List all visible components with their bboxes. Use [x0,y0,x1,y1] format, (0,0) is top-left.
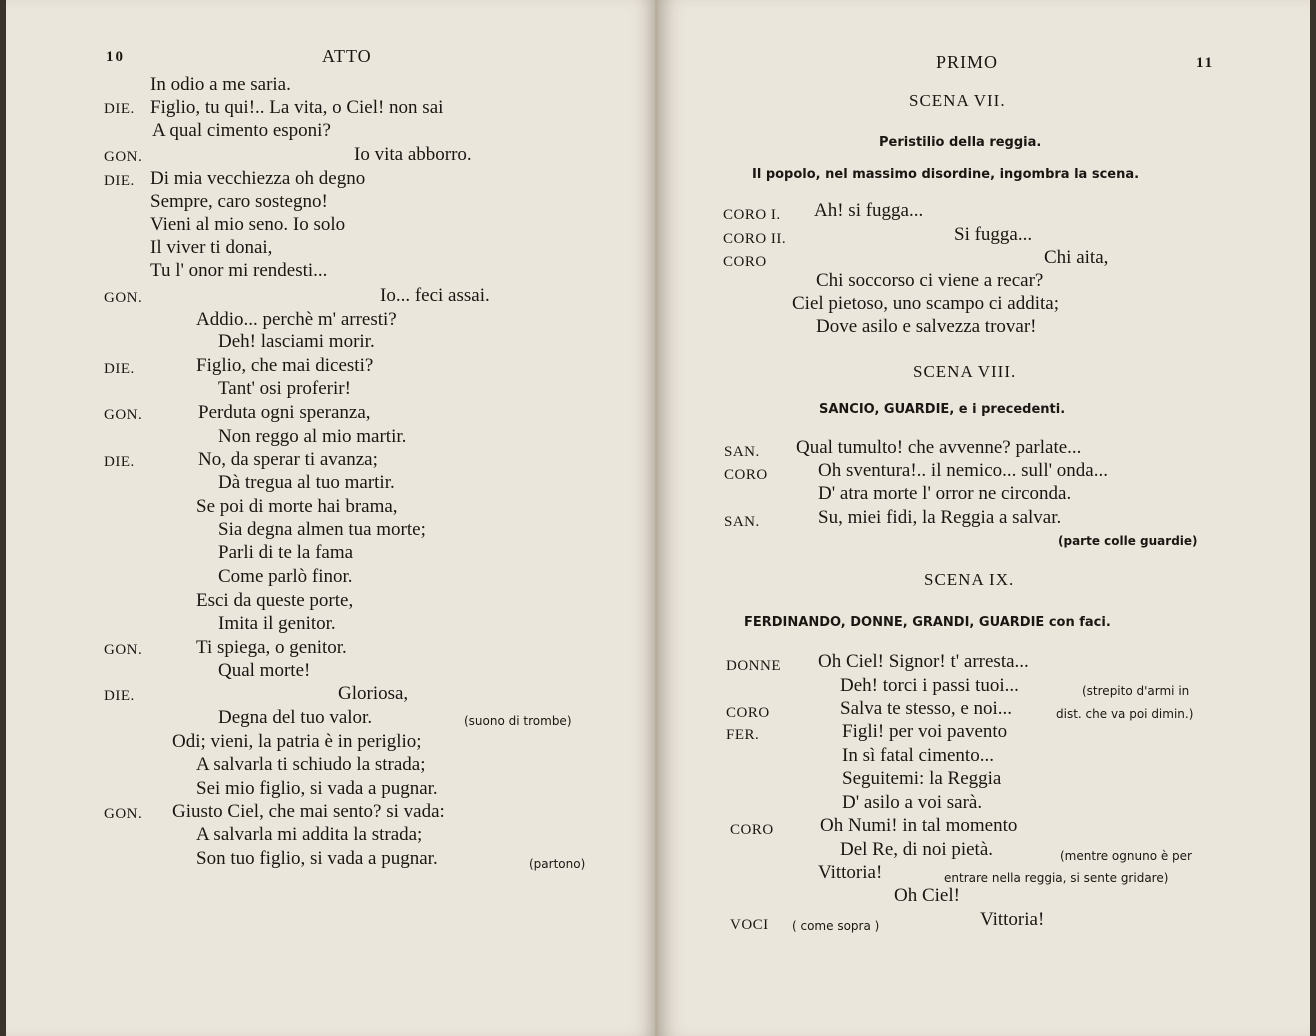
verse-line: Il viver ti donai, [150,237,273,258]
scene-title: SCENA IX. [924,570,1015,589]
verse-line: D' asilo a voi sarà. [842,792,983,813]
running-header: ATTO [322,46,372,66]
speaker: FER. [726,727,760,743]
verse-line: Oh Ciel! [894,885,960,906]
verse-line: In odio a me saria. [150,74,291,95]
stage-direction: (strepito d'armi in [1082,684,1190,698]
verse-line: Oh sventura!.. il nemico... sull' onda... [818,460,1108,481]
verse-line: Oh Ciel! Signor! t' arresta... [818,651,1029,672]
verse-line: Sei mio figlio, si vada a pugnar. [196,778,438,799]
verse-line: A salvarla mi addita la strada; [196,824,423,845]
speaker: GON. [104,642,143,658]
verse-line: Sempre, caro sostegno! [150,191,328,212]
right-page [658,0,1310,1036]
verse-line: Come parlò finor. [218,566,353,587]
speaker: CORO [723,254,767,270]
verse-line: Esci da queste porte, [196,590,354,611]
scene-characters: FERDINANDO, DONNE, GRANDI, GUARDIE con faci. [744,615,1111,630]
scene-title: SCENA VIII. [913,362,1017,381]
verse-line: Ti spiega, o genitor. [196,637,347,658]
speaker: GON. [104,149,143,165]
verse-line: Chi aita, [1044,247,1109,268]
verse-line: Vittoria! [818,862,883,883]
stage-direction: (partono) [529,857,586,871]
verse-line: Qual tumulto! che avvenne? parlate... [796,437,1082,458]
stage-direction: entrare nella reggia, si sente gridare) [944,871,1169,885]
scene-title: SCENA VII. [909,91,1006,110]
verse-line: No, da sperar ti avanza; [198,449,378,470]
verse-line: Ah! si fugga... [814,200,924,221]
verse-line: Chi soccorso ci viene a recar? [816,270,1044,291]
verse-line: Io... feci assai. [380,285,490,306]
verse-line: Gloriosa, [338,683,409,704]
speaker: DONNE [726,658,781,674]
stage-direction: ( come sopra ) [792,919,880,933]
verse-line: Figli! per voi pavento [842,721,1008,742]
verse-line: Di mia vecchiezza oh degno [150,168,366,189]
verse-line: D' atra morte l' orror ne circonda. [818,483,1072,504]
speaker: SAN. [724,514,760,530]
verse-line: Seguitemi: la Reggia [842,768,1002,789]
verse-line: Ciel pietoso, uno scampo ci addita; [792,293,1060,314]
verse-line: Sia degna almen tua morte; [218,519,426,540]
stage-direction: (suono di trombe) [464,714,572,728]
verse-line: Deh! torci i passi tuoi... [840,675,1019,696]
verse-line: A qual cimento esponi? [152,120,331,141]
speaker: CORO [726,705,770,721]
verse-line: Vittoria! [980,909,1045,930]
verse-line: Figlio, tu qui!.. La vita, o Ciel! non sai [150,97,444,118]
speaker: GON. [104,407,143,423]
verse-line: Salva te stesso, e noi... [840,698,1013,719]
verse-line: A salvarla ti schiudo la strada; [196,754,426,775]
speaker: DIE. [104,454,135,470]
verse-line: Giusto Ciel, che mai sento? si vada: [172,801,445,822]
verse-line: Vieni al mio seno. Io solo [150,214,346,235]
verse-line: Qual morte! [218,660,311,681]
left-page [6,0,658,1036]
verse-line: Non reggo al mio martir. [218,426,407,447]
stage-direction: dist. che va poi dimin.) [1056,707,1194,721]
verse-line: Deh! lasciami morir. [218,331,375,352]
page-number: 11 [1196,55,1215,71]
speaker: DIE. [104,688,135,704]
verse-line: Del Re, di noi pietà. [840,839,994,860]
speaker: VOCI [730,917,769,933]
verse-line: In sì fatal cimento... [842,745,994,766]
verse-line: Tant' osi proferir! [218,378,351,399]
speaker: CORO I. [723,207,781,223]
verse-line: Degna del tuo valor. [218,707,373,728]
verse-line: Dove asilo e salvezza trovar! [816,316,1037,337]
verse-line: Addio... perchè m' arresti? [196,309,397,330]
speaker: DIE. [104,361,135,377]
verse-line: Imita il genitor. [218,613,336,634]
speaker: CORO [724,467,768,483]
speaker: CORO II. [723,231,787,247]
verse-line: Parli di te la fama [218,542,354,563]
speaker: GON. [104,290,143,306]
verse-line: Perduta ogni speranza, [198,402,371,423]
verse-line: Dà tregua al tuo martir. [218,472,395,493]
speaker: SAN. [724,444,760,460]
running-header: PRIMO [936,52,999,72]
stage-direction: (mentre ognuno è per [1060,849,1192,863]
speaker: CORO [730,822,774,838]
verse-line: Tu l' onor mi rendesti... [150,260,328,281]
speaker: DIE. [104,101,135,117]
verse-line: Figlio, che mai dicesti? [196,355,374,376]
verse-line: Odi; vieni, la patria è in periglio; [172,731,422,752]
scene-setting: Peristilio della reggia. [879,135,1042,150]
stage-direction: (parte colle guardie) [1058,534,1198,548]
verse-line: Son tuo figlio, si vada a pugnar. [196,848,438,869]
verse-line: Su, miei fidi, la Reggia a salvar. [818,507,1062,528]
speaker: DIE. [104,173,135,189]
verse-line: Si fugga... [954,224,1033,245]
scene-characters: SANCIO, GUARDIE, e i precedenti. [819,402,1066,417]
scene-description: Il popolo, nel massimo disordine, ingombra la scena. [752,167,1140,182]
speaker: GON. [104,806,143,822]
verse-line: Io vita abborro. [354,144,472,165]
page-number: 10 [106,49,125,65]
verse-line: Oh Numi! in tal momento [820,815,1018,836]
verse-line: Se poi di morte hai brama, [196,496,398,517]
